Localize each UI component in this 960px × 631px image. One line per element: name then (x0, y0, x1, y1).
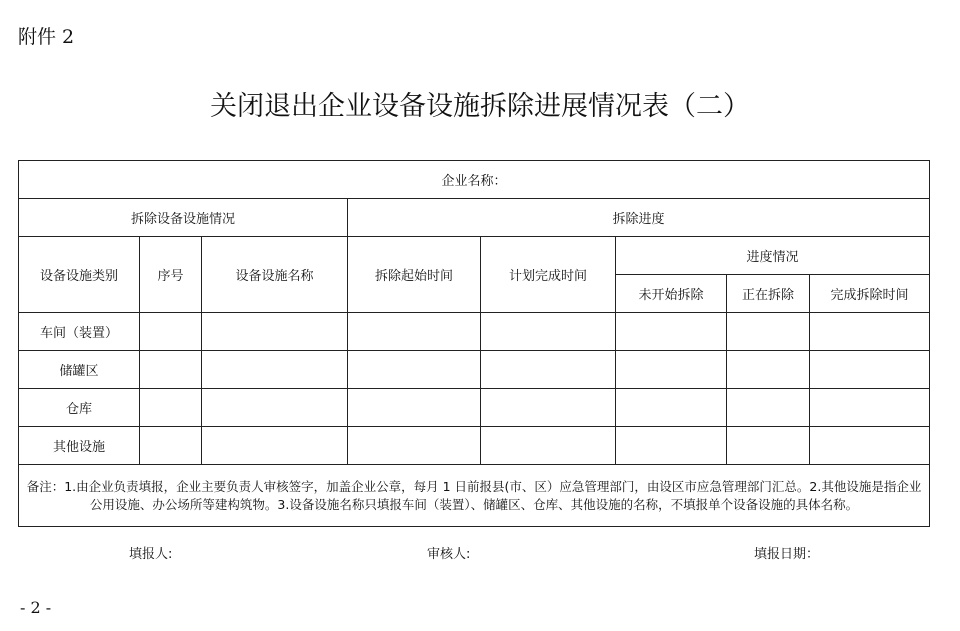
col-name: 设备设施名称 (202, 237, 348, 313)
cell-not-started[interactable] (616, 427, 727, 465)
cell-name[interactable] (202, 389, 348, 427)
cell-start-time[interactable] (348, 313, 481, 351)
company-name-field[interactable]: 企业名称： (19, 161, 930, 199)
cell-serial[interactable] (140, 351, 202, 389)
col-status-group: 进度情况 (616, 237, 930, 275)
cell-plan-time[interactable] (481, 427, 616, 465)
cell-plan-time[interactable] (481, 389, 616, 427)
row-category: 储罐区 (19, 351, 140, 389)
reviewer-label: 审核人: (427, 547, 471, 562)
row-category: 仓库 (19, 389, 140, 427)
cell-complete-time[interactable] (810, 389, 930, 427)
cell-in-progress[interactable] (727, 427, 810, 465)
table-row (19, 427, 930, 465)
cell-complete-time[interactable] (810, 351, 930, 389)
table-row (19, 351, 930, 389)
row-category: 车间（装置） (19, 313, 140, 351)
cell-name[interactable] (202, 427, 348, 465)
cell-complete-time[interactable] (810, 427, 930, 465)
cell-not-started[interactable] (616, 389, 727, 427)
page-number: - 2 - (20, 598, 52, 617)
cell-plan-time[interactable] (481, 351, 616, 389)
cell-complete-time[interactable] (810, 313, 930, 351)
cell-in-progress[interactable] (727, 389, 810, 427)
cell-not-started[interactable] (616, 351, 727, 389)
col-not-started: 未开始拆除 (616, 275, 727, 313)
filler-label: 填报人: (129, 547, 173, 562)
col-plan-time: 计划完成时间 (481, 237, 616, 313)
row-category: 其他设施 (19, 427, 140, 465)
section-facility-info: 拆除设备设施情况 (19, 199, 348, 237)
cell-name[interactable] (202, 351, 348, 389)
date-label: 填报日期： (754, 547, 820, 562)
cell-start-time[interactable] (348, 351, 481, 389)
section-progress: 拆除进度 (348, 199, 930, 237)
table-row (19, 313, 930, 351)
cell-name[interactable] (202, 313, 348, 351)
cell-not-started[interactable] (616, 313, 727, 351)
cell-serial[interactable] (140, 389, 202, 427)
col-in-progress: 正在拆除 (727, 275, 810, 313)
cell-plan-time[interactable] (481, 313, 616, 351)
cell-serial[interactable] (140, 427, 202, 465)
table-row (19, 389, 930, 427)
col-start-time: 拆除起始时间 (348, 237, 481, 313)
cell-start-time[interactable] (348, 427, 481, 465)
attachment-label: 附件 2 (18, 26, 75, 48)
cell-serial[interactable] (140, 313, 202, 351)
cell-in-progress[interactable] (727, 351, 810, 389)
col-complete-time: 完成拆除时间 (810, 275, 930, 313)
page-title: 关闭退出企业设备设施拆除进展情况表（二） (210, 91, 750, 122)
note-text: 备注：1.由企业负责填报，企业主要负责人审核签字，加盖企业公章，每月 1 日前报县(市、区）应急管理部门，由设区市应急管理部门汇总。2.其他设施是指企业公用设施、办公场所等建构筑物。3.设备设施名称只填报车间（装置）、储罐区、仓库、其他设施的名称，不填报单个设备设施的具体名称。 (19, 465, 930, 527)
col-serial: 序号 (140, 237, 202, 313)
cell-start-time[interactable] (348, 389, 481, 427)
cell-in-progress[interactable] (727, 313, 810, 351)
progress-table (18, 160, 930, 527)
col-category: 设备设施类别 (19, 237, 140, 313)
